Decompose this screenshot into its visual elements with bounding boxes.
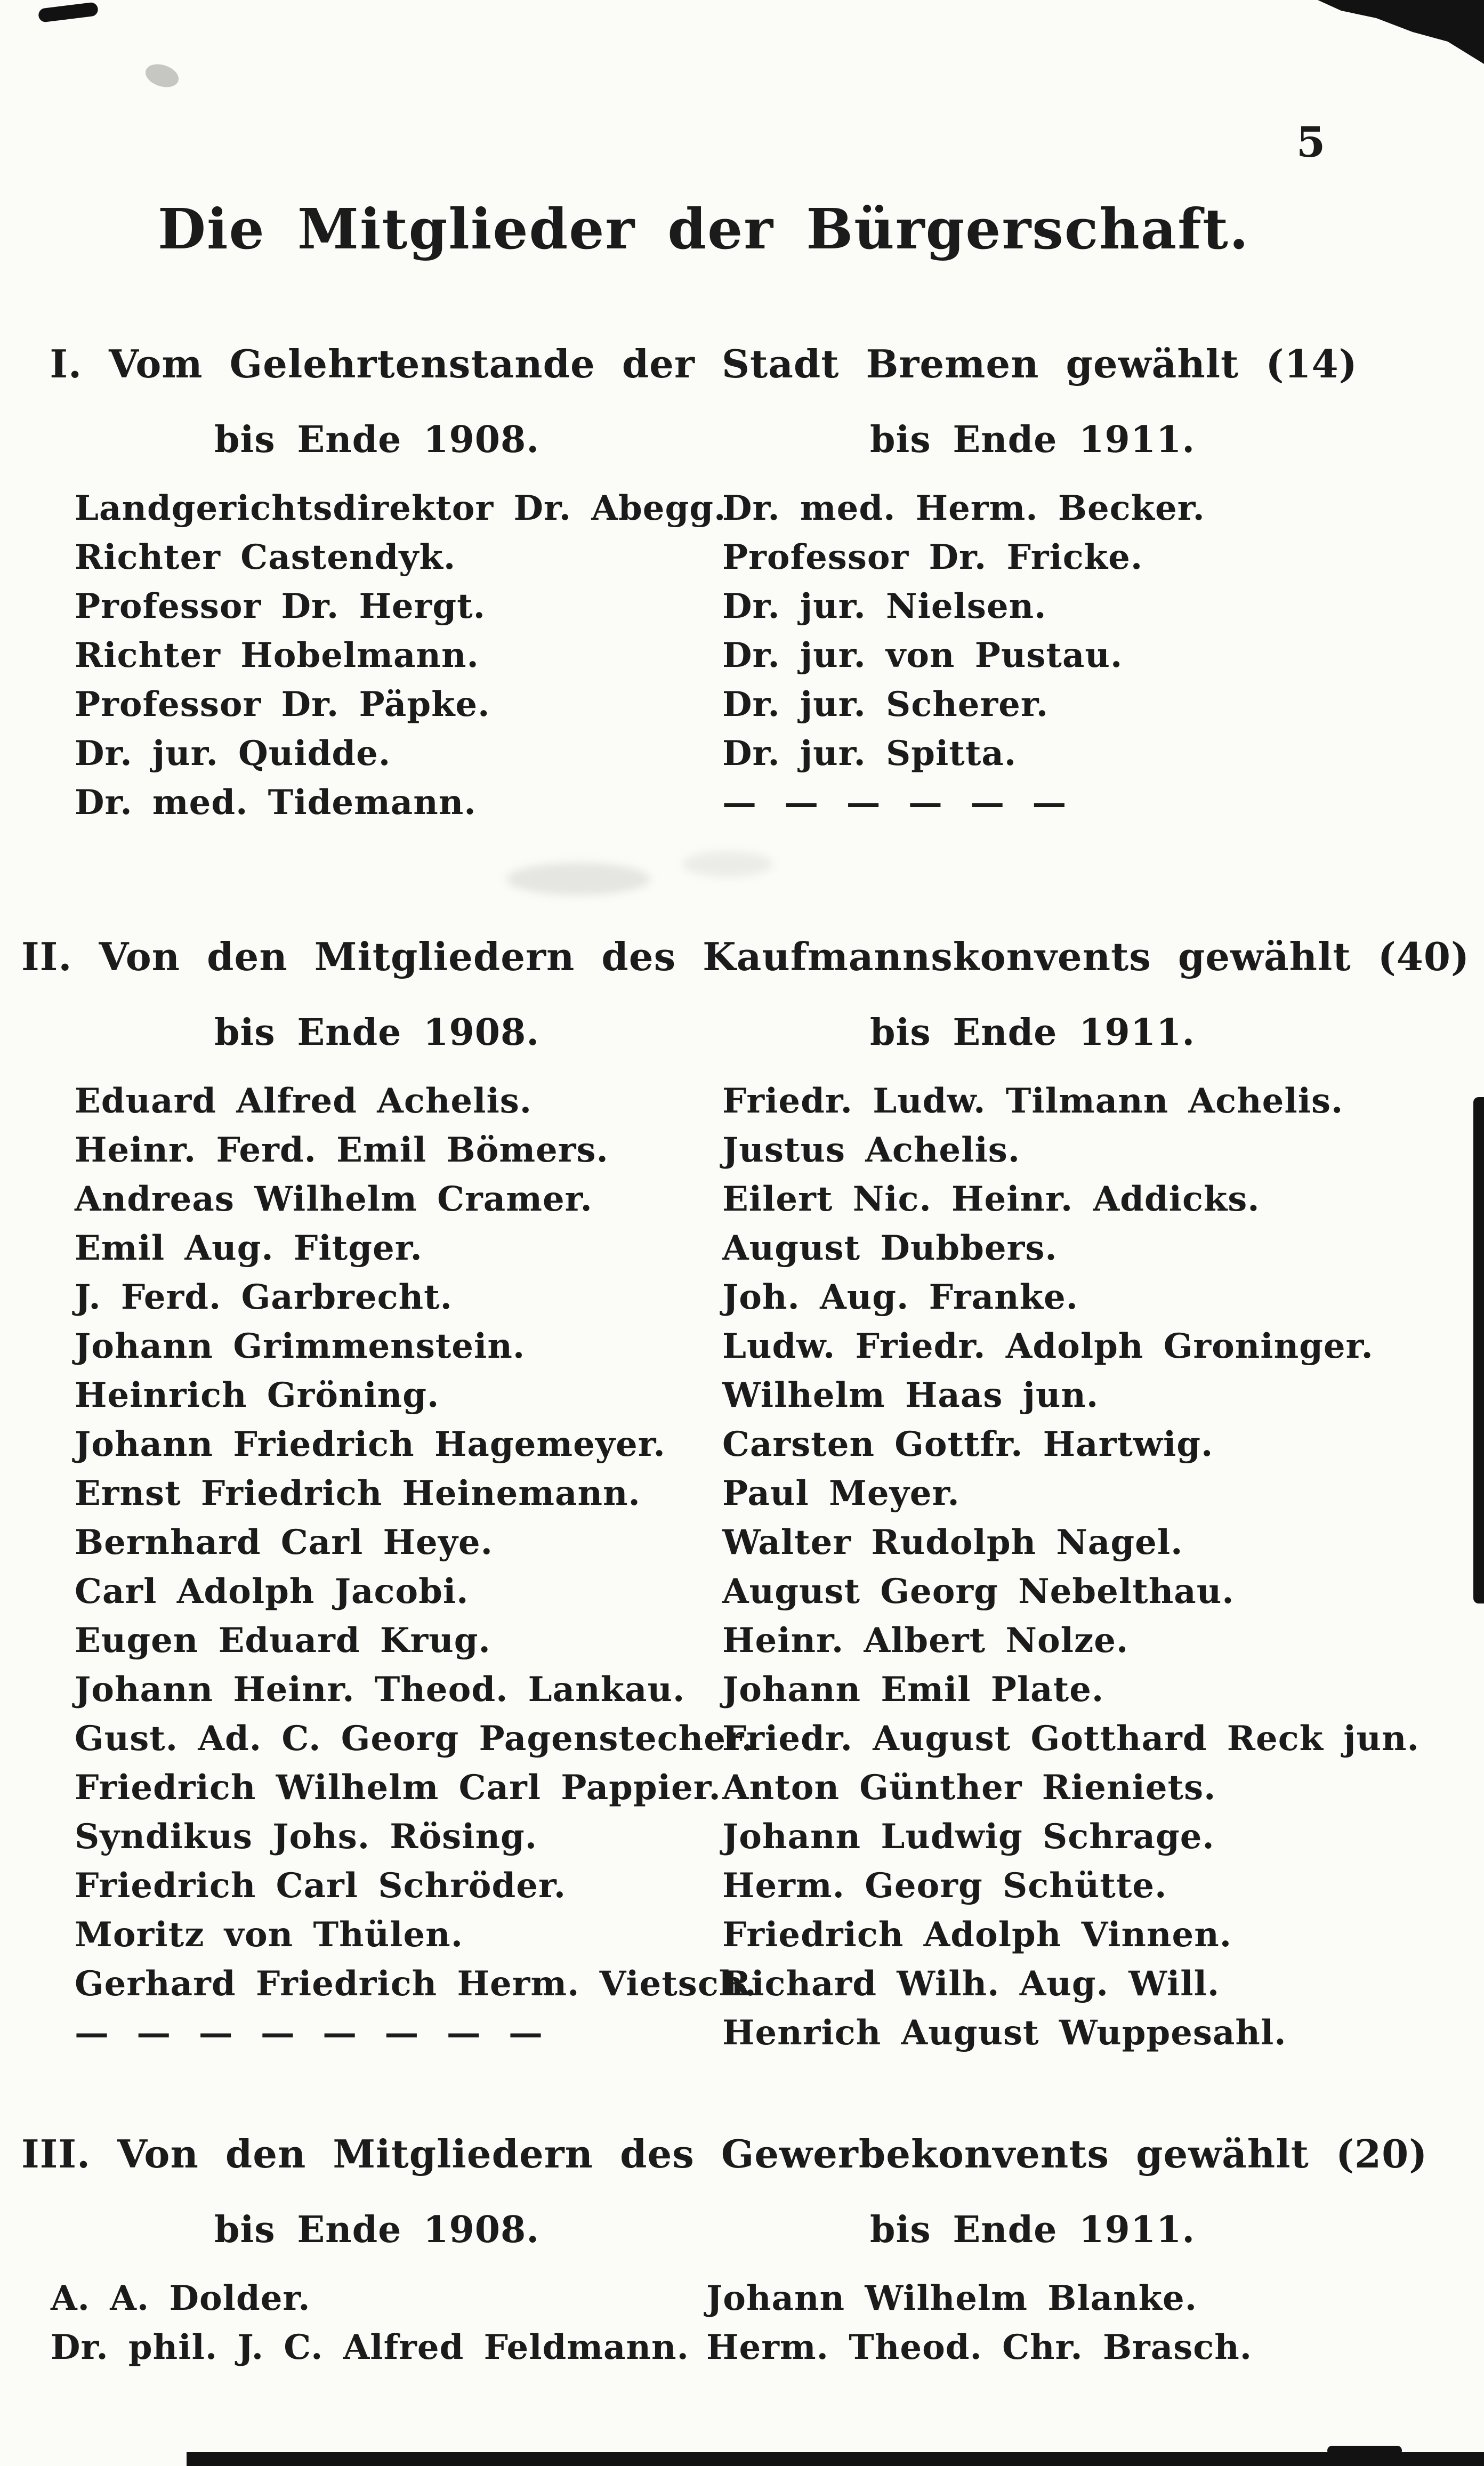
column-header-1908: bis Ende 1908. [214,2209,540,2251]
column-1911 [722,484,1205,827]
column-header-1911: bis Ende 1911. [870,418,1196,461]
section-kaufmannskonvent [0,934,1484,2096]
list-item: Eilert Nic. Heinr. Addicks. [722,1179,1260,1219]
list-item: Richter Hobelmann. [75,635,479,675]
list-item: Heinr. Ferd. Emil Bömers. [75,1130,609,1170]
list-item: Johann Heinr. Theod. Lankau. [75,1670,685,1710]
column-1908 [51,2274,689,2372]
list-item: Johann Emil Plate. [722,1670,1104,1710]
page-number: 5 [1296,118,1326,167]
list-item: A. A. Dolder. [51,2278,311,2318]
list-item: Heinr. Albert Nolze. [722,1621,1129,1661]
list-item: Moritz von Thülen. [75,1915,463,1955]
list-item: Ludw. Friedr. Adolph Groninger. [722,1326,1374,1366]
list-item: Anton Günther Rieniets. [722,1768,1216,1808]
list-item: Professor Dr. Fricke. [722,537,1143,577]
list-item: Gerhard Friedrich Herm. Vietsch. [75,1964,757,2004]
section-heading: I. Vom Gelehrtenstande der Stadt Bremen gewählt (14) [50,341,1358,386]
column-header-1908: bis Ende 1908. [214,1011,540,1054]
list-item: Walter Rudolph Nagel. [722,1522,1183,1562]
list-item: Professor Dr. Hergt. [75,586,486,626]
list-item: Herm. Theod. Chr. Brasch. [706,2327,1253,2367]
list-item: Dr. jur. von Pustau. [722,635,1123,675]
list-item: Johann Ludwig Schrage. [722,1817,1215,1857]
list-item: Johann Wilhelm Blanke. [706,2278,1197,2318]
list-item: Eduard Alfred Achelis. [75,1081,533,1121]
list-item: J. Ferd. Garbrecht. [75,1277,453,1317]
list-item: Dr. jur. Nielsen. [722,586,1047,626]
list-item: Richard Wilh. Aug. Will. [722,1964,1220,2004]
list-item: August Georg Nebelthau. [722,1572,1235,1611]
column-1908 [75,1077,757,2058]
list-item: Landgerichtsdirektor Dr. Abegg. [75,488,727,528]
list-item: Andreas Wilhelm Cramer. [75,1179,593,1219]
column-1911 [722,1077,1420,2058]
separator-dashes: — — — — — — [722,783,1071,823]
list-item: August Dubbers. [722,1228,1058,1268]
list-item: Friedrich Adolph Vinnen. [722,1915,1232,1955]
list-item: Dr. jur. Quidde. [75,734,391,773]
section-gelehrtenstand [0,341,1484,901]
list-item: Carsten Gottfr. Hartwig. [722,1424,1214,1464]
scan-artifact-bottom-blob [1327,2446,1402,2455]
list-item: Dr. phil. J. C. Alfred Feldmann. [51,2327,689,2367]
list-item: Friedr. August Gotthard Reck jun. [722,1719,1420,1759]
list-item: Dr. med. Herm. Becker. [722,488,1205,528]
column-header-1911: bis Ende 1911. [870,1011,1196,1054]
list-item: Professor Dr. Päpke. [75,684,490,724]
list-item: Emil Aug. Fitger. [75,1228,423,1268]
list-item: Richter Castendyk. [75,537,456,577]
list-item: Wilhelm Haas jun. [722,1375,1099,1415]
list-item: Gust. Ad. C. Georg Pagenstecher. [75,1719,754,1759]
list-item: Joh. Aug. Franke. [722,1277,1078,1317]
list-item: Dr. med. Tidemann. [75,783,477,823]
column-1911 [706,2274,1252,2372]
list-item: Heinrich Gröning. [75,1375,440,1415]
scan-artifact-bottom-edge [187,2452,1484,2466]
list-item: Syndikus Johs. Rösing. [75,1817,538,1857]
list-item: Justus Achelis. [722,1130,1021,1170]
list-item: Herm. Georg Schütte. [722,1866,1167,1906]
scan-artifact-top-left-smudge [142,60,181,91]
scan-artifact-top-left [38,2,99,22]
page-title: Die Mitglieder der Bürgerschaft. [157,196,1250,262]
scan-artifact-top-right [1308,0,1484,75]
section-gewerbekonvent [0,2131,1484,2387]
list-item: Eugen Eduard Krug. [75,1621,491,1661]
column-header-1911: bis Ende 1911. [870,2209,1196,2251]
list-item: Ernst Friedrich Heinemann. [75,1473,641,1513]
list-item: Friedr. Ludw. Tilmann Achelis. [722,1081,1344,1121]
list-item: Dr. jur. Scherer. [722,684,1049,724]
list-item: Carl Adolph Jacobi. [75,1572,469,1611]
list-item: Friedrich Carl Schröder. [75,1866,567,1906]
column-header-1908: bis Ende 1908. [214,418,540,461]
list-item: Dr. jur. Spitta. [722,734,1017,773]
section-heading: III. Von den Mitgliedern des Gewerbekonvents gewählt (20) [21,2131,1428,2177]
list-item: Johann Friedrich Hagemeyer. [75,1424,666,1464]
column-1908 [75,484,726,827]
section-heading: II. Von den Mitgliedern des Kaufmannskonvents gewählt (40) [21,934,1470,979]
list-item: Henrich August Wuppesahl. [722,2013,1287,2053]
list-item: Friedrich Wilhelm Carl Pappier. [75,1768,721,1808]
list-item: Bernhard Carl Heye. [75,1522,493,1562]
list-item: Paul Meyer. [722,1473,960,1513]
separator-dashes: — — — — — — — — [75,2013,547,2053]
list-item: Johann Grimmenstein. [75,1326,526,1366]
